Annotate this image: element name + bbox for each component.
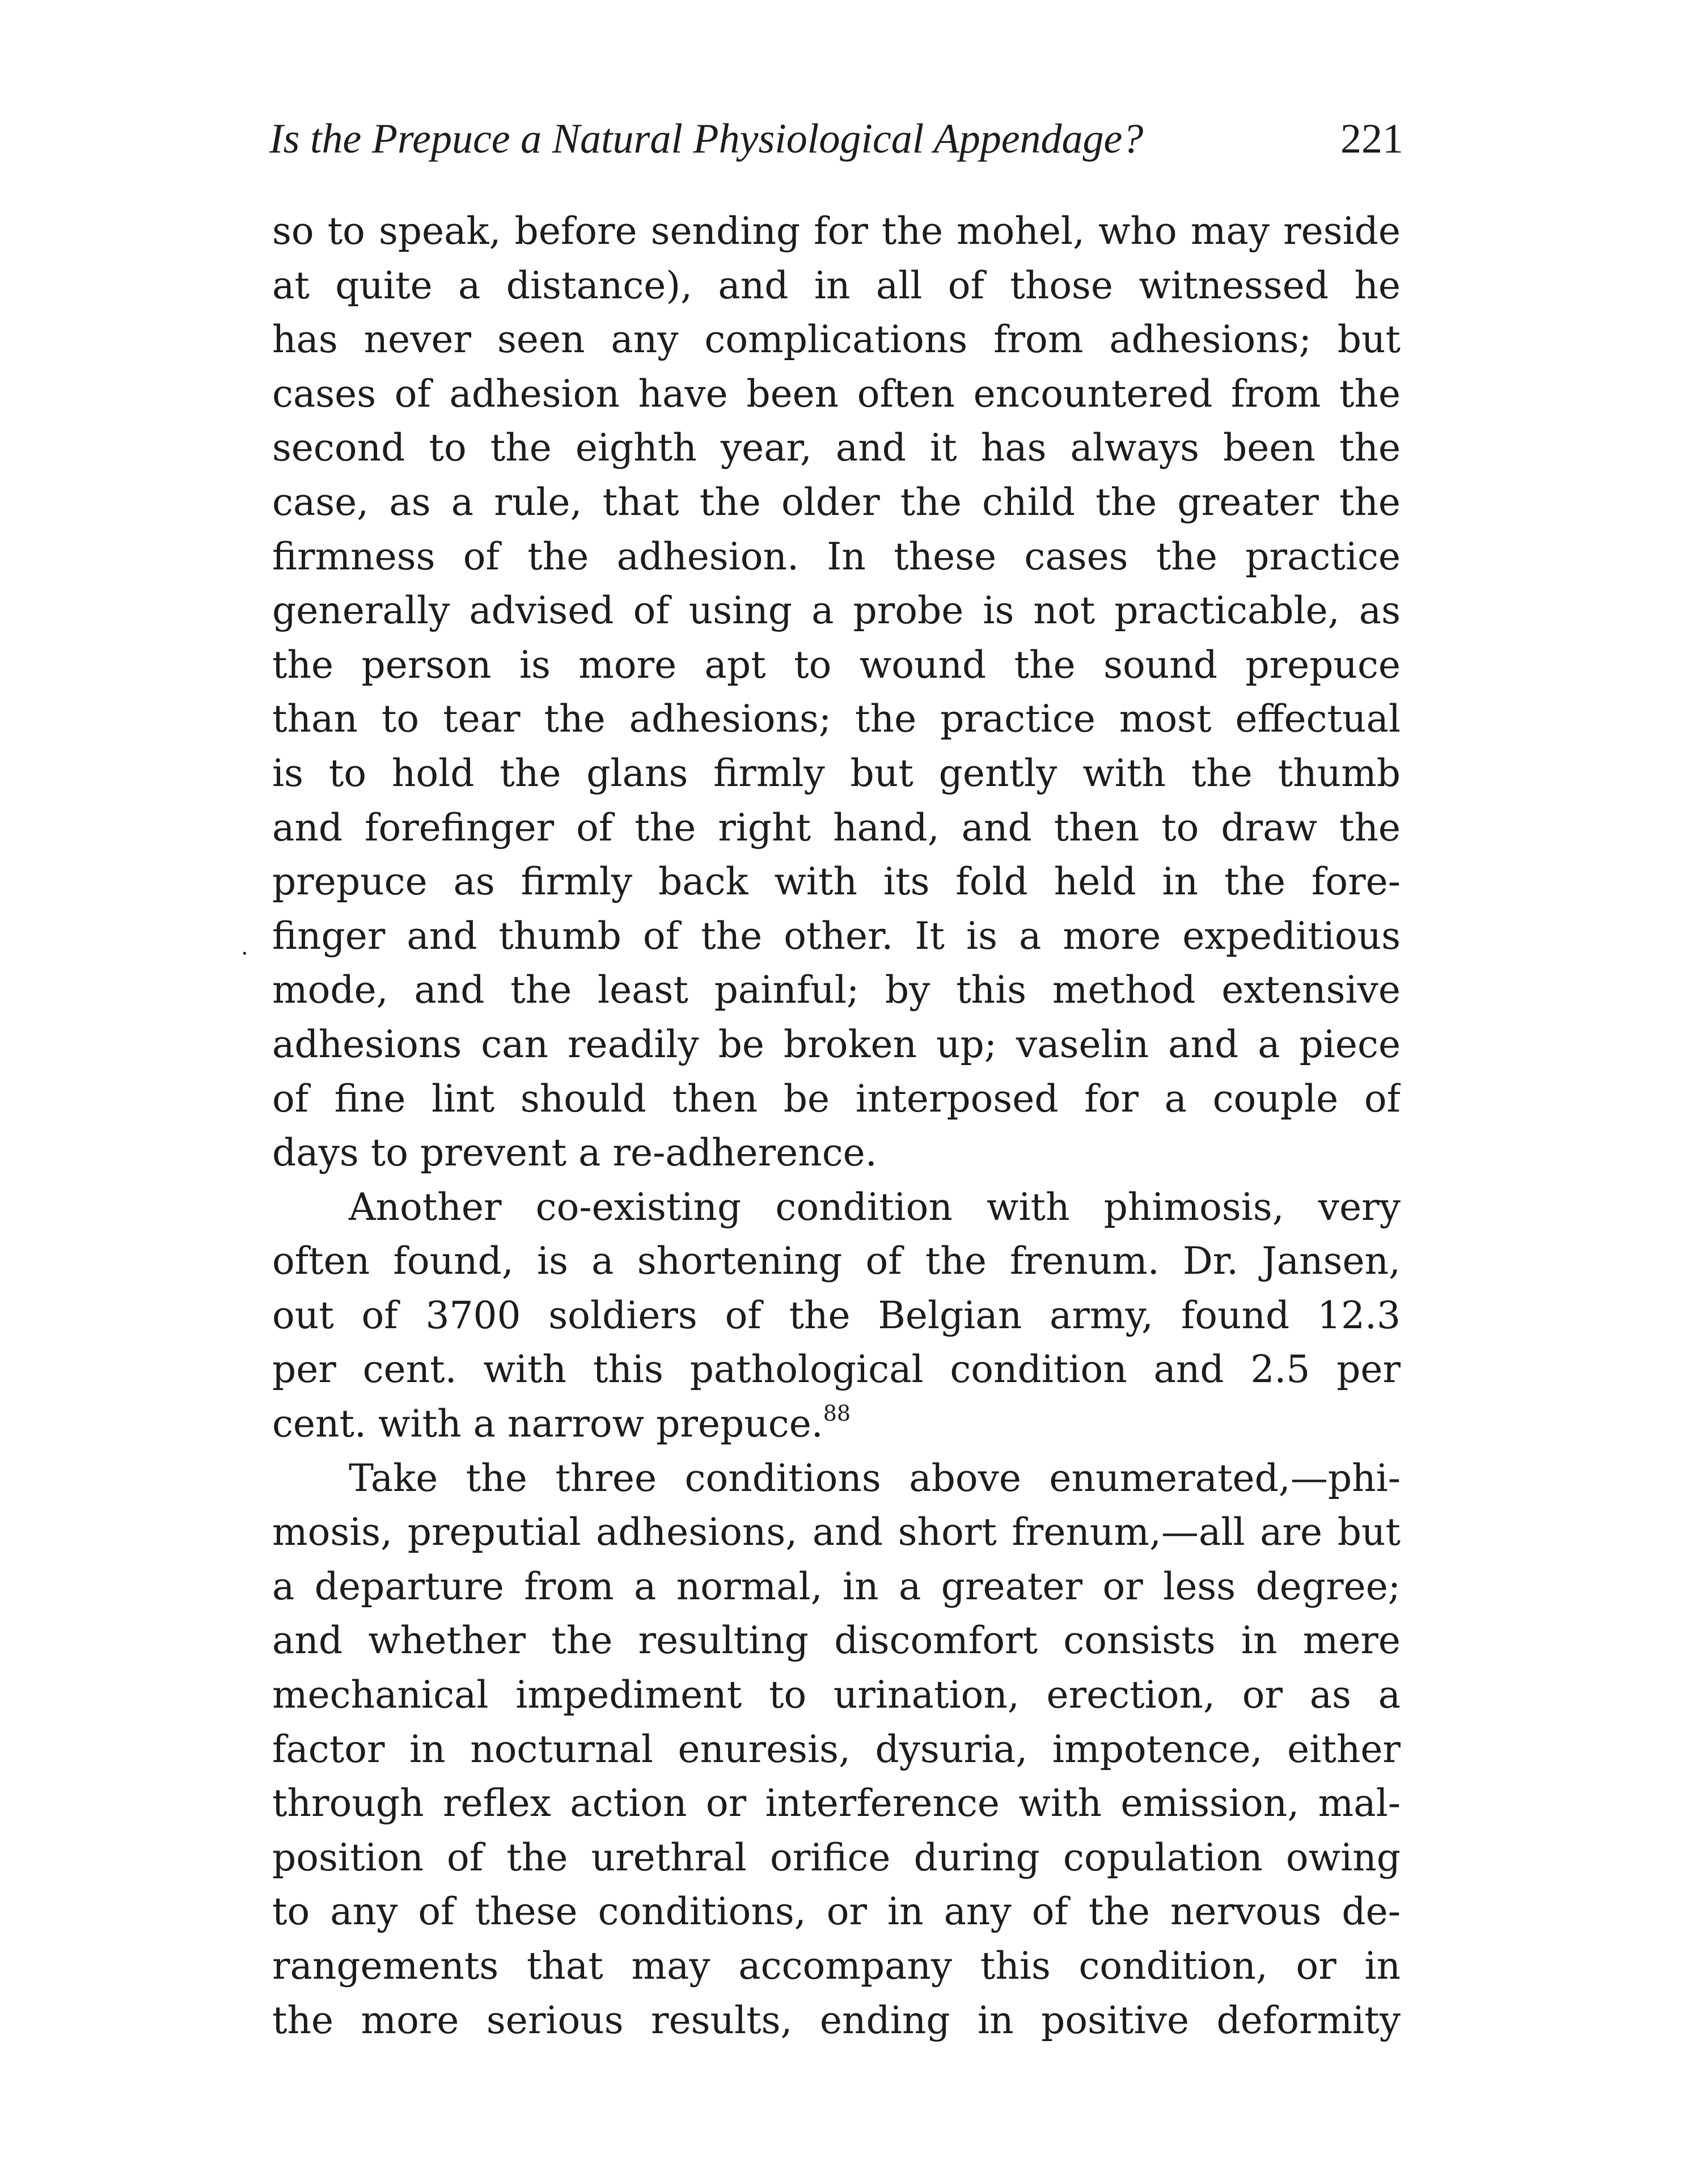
paragraph-2 — [272, 1180, 1401, 1451]
text-line: is to hold the glans firmly but gently with the thumb — [272, 751, 1401, 795]
text-line: Take the three conditions above enumerated,—phi- — [349, 1456, 1401, 1500]
text-line: mosis, preputial adhesions, and short frenum,—all are but — [272, 1510, 1401, 1554]
text-line: through reflex action or interference with emission, mal- — [272, 1781, 1401, 1826]
text-line: factor in nocturnal enuresis, dysuria, impotence, either — [272, 1727, 1401, 1771]
text-line: to any of these conditions, or in any of the nervous de- — [272, 1890, 1401, 1934]
margin-mark: . — [241, 934, 248, 960]
footnote-reference: 88 — [823, 1401, 851, 1426]
text-line: days to prevent a re-adherence. — [272, 1131, 877, 1175]
text-line: and forefinger of the right hand, and then to draw the — [272, 805, 1401, 850]
text-line: often found, is a shortening of the frenum. Dr. Jansen, — [272, 1239, 1401, 1283]
paragraph-3 — [272, 1451, 1401, 2048]
text-line: finger and thumb of the other. It is a more expeditious — [272, 914, 1401, 958]
text-line: prepuce as firmly back with its fold held in the fore- — [272, 860, 1401, 904]
text-line: firmness of the adhesion. In these cases the practice — [272, 534, 1401, 578]
text-line: per cent. with this pathological condition and 2.5 per — [272, 1347, 1401, 1392]
page-header — [269, 108, 1403, 170]
text-line: the more serious results, ending in positive deformity — [272, 1998, 1401, 2042]
text-line: second to the eighth year, and it has always been the — [272, 426, 1401, 470]
text-line: rangements that may accompany this condition, or in — [272, 1944, 1401, 1988]
text-line: at quite a distance), and in all of those witnessed he — [272, 263, 1401, 307]
text-line: out of 3700 soldiers of the Belgian army, found 12.3 — [272, 1293, 1401, 1337]
text-line: a departure from a normal, in a greater or less degree; — [272, 1564, 1401, 1608]
text-line: the person is more apt to wound the sound prepuce — [272, 643, 1401, 687]
text-line: and whether the resulting discomfort consists in mere — [272, 1619, 1401, 1663]
text-line: Another co-existing condition with phimosis, very — [349, 1185, 1401, 1229]
text-line: mechanical impediment to urination, erection, or as a — [272, 1673, 1401, 1717]
running-title: Is the Prepuce a Natural Physiological Appendage? — [269, 116, 1144, 162]
text-line-with-footnote — [272, 1397, 1401, 1451]
text-line: cent. with a narrow prepuce. — [272, 1402, 823, 1446]
text-line: than to tear the adhesions; the practice most effectual — [272, 697, 1401, 741]
text-line: cases of adhesion have been often encountered from the — [272, 371, 1401, 416]
page-number: 221 — [1340, 116, 1403, 162]
text-line: of fine lint should then be interposed for a couple of — [272, 1076, 1401, 1121]
paragraph-1 — [272, 204, 1401, 1180]
text-line: generally advised of using a probe is not practicable, as — [272, 589, 1401, 633]
text-line: has never seen any complications from adhesions; but — [272, 318, 1401, 362]
text-line: position of the urethral orifice during copulation owing — [272, 1835, 1401, 1879]
text-line: mode, and the least painful; by this method extensive — [272, 968, 1401, 1012]
text-line: so to speak, before sending for the mohel, who may reside — [272, 209, 1401, 253]
text-line: case, as a rule, that the older the child the greater the — [272, 480, 1401, 524]
body-text — [272, 204, 1401, 2047]
text-line: adhesions can readily be broken up; vaselin and a piece — [272, 1022, 1401, 1066]
